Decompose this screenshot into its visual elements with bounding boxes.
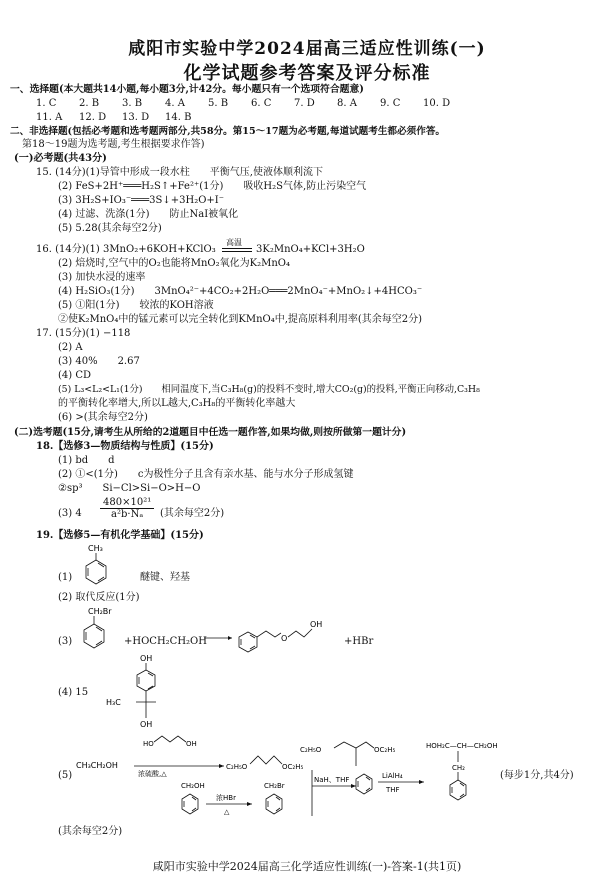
q19-answer-2: (2) 取代反应(1分): [58, 592, 140, 603]
q19-4-structure: [96, 652, 166, 730]
hbr-label: 浓HBr: [216, 794, 236, 802]
ethanol-label: CH₃CH₂OH: [76, 761, 118, 770]
answer: 1. C: [36, 98, 57, 109]
ether-product-structure: [202, 614, 342, 654]
oh-label: OH: [186, 740, 197, 748]
oc2h5-label: OC₂H₅: [282, 763, 304, 771]
q16-line: (5) ①阳(1分) 较浓的KOH溶液: [58, 300, 214, 311]
q16-line: (4) H₂SiO₃(1分) 3MnO₄²⁻+4CO₂+2H₂O═══2MnO₄⁻+MnO₂↓+4HCO₃⁻: [58, 286, 423, 297]
c2h5o-label: C₂H₅O: [300, 746, 322, 754]
oh-label: OH: [140, 720, 153, 729]
answer: 14. B: [165, 112, 192, 123]
q17-line: 的平衡转化率增大,所以L越大,C₃H₈的平衡转化率越大: [58, 398, 296, 409]
answer: 5. B: [208, 98, 229, 109]
closing-note: (其余每空2分): [58, 826, 123, 837]
h2so4-label: 浓硫酸,△: [138, 770, 167, 778]
q19-answer-1-label: (1): [58, 572, 73, 583]
oh-label: OH: [310, 620, 323, 629]
q17-line: (6) >(其余每空2分): [58, 412, 148, 423]
q15-line: (4) 过滤、洗涤(1分) 防止NaI被氧化: [58, 209, 239, 220]
q19-answer-5-label: (5): [58, 770, 73, 781]
equals-line: [222, 248, 252, 249]
required-heading: (一)必考题(共43分): [14, 153, 107, 164]
answer: 11. A: [36, 112, 63, 123]
part2-heading-2: 第18～19题为选考题,考生根据要求作答): [22, 139, 205, 150]
ether-o-label: O: [281, 634, 288, 643]
q16-line: 3K₂MnO₄+KCl+3H₂O: [256, 244, 365, 255]
c2h5o-label: C₂H₅O: [226, 763, 248, 771]
answer: 4. A: [165, 98, 185, 109]
h3c-label: H₃C: [106, 698, 121, 707]
diol-label: HOH₂C—CH—CH₂OH: [426, 742, 498, 750]
q18-line: (3) 4: [58, 508, 82, 519]
answer: 9. C: [380, 98, 401, 109]
answer: 6. C: [251, 98, 272, 109]
q17-line: (2) A: [58, 342, 83, 353]
ch2oh-label: CH₂OH: [181, 782, 205, 790]
q15-line: (5) 5.28(其余每空2分): [58, 223, 162, 234]
q18-line: ②sp³ Si−Cl>Si−O>H−O: [58, 483, 201, 494]
answer: 12. D: [79, 112, 107, 123]
answers-row-1: [36, 98, 466, 110]
thf-label: THF: [386, 786, 400, 794]
q16-line: (3) 加快水浸的速率: [58, 272, 146, 283]
answer: 7. D: [294, 98, 315, 109]
heat-label: △: [224, 808, 230, 816]
ch2br-label: CH₂Br: [264, 782, 285, 790]
q15-line: 15. (14分)(1)导管中形成一段水柱 平衡气压,使液体顺利流下: [36, 167, 323, 178]
q16-line: (2) 焙烧时,空气中的O₂也能将MnO₂氧化为K₂MnO₄: [58, 258, 290, 269]
ch2br-label: CH₂Br: [88, 607, 112, 616]
equals-line: [222, 251, 252, 252]
q15-line: (2) FeS+2H⁺═══H₂S↑+Fe²⁺(1分) 吸收H₂S气体,防止污染空气: [58, 181, 367, 192]
answer: 13. D: [122, 112, 150, 123]
q18-heading: 18.【选修3—物质结构与性质】(15分): [36, 441, 214, 452]
ethylene-glycol: +HOCH₂CH₂OH: [124, 636, 207, 647]
q17-line: (5) L₃<L₂<L₁(1分) 相同温度下,当C₃H₈(g)的投料不变时,增大CO₂(g)的投料,平衡正向移动,C₃H₈: [58, 384, 480, 395]
density-fraction: [100, 497, 154, 520]
hbr-byproduct: +HBr: [344, 636, 374, 647]
answer: 10. D: [423, 98, 451, 109]
q16-line: ②使K₂MnO₄中的锰元素可以完全转化到KMnO₄中,提高原料利用率(其余每空2分): [58, 314, 423, 325]
fraction-denominator: a²b·Nₐ: [111, 509, 144, 520]
benzyl-bromide-structure: [76, 604, 126, 656]
q19-answer-3-label: (3): [58, 636, 73, 647]
answer: 2. B: [79, 98, 100, 109]
oc2h5-label: OC₂H₅: [374, 746, 396, 754]
answers-row-2: [36, 112, 208, 124]
oh-label: OH: [140, 654, 153, 663]
reaction-condition: 高温: [226, 238, 242, 247]
q18-line: (1) bd d: [58, 455, 115, 466]
page-subtitle: 化学试题参考答案及评分标准: [183, 63, 431, 84]
q19-answer-4: (4) 15: [58, 687, 89, 698]
answer: 3. B: [122, 98, 143, 109]
q17-line: (3) 40% 2.67: [58, 356, 140, 367]
nah-label: NaH、THF: [314, 776, 350, 784]
page-footer: 咸阳市实验中学2024届高三化学适应性训练(一)-答案-1(共1页): [152, 860, 462, 873]
fraction-numerator: 480×10²¹: [100, 497, 154, 509]
functional-groups: 醚键、羟基: [140, 572, 190, 583]
answer: 8. A: [337, 98, 357, 109]
q19-heading: 19.【选修5—有机化学基础】(15分): [36, 530, 204, 541]
page-title: 咸阳市实验中学2024届高三适应性训练(一): [128, 39, 486, 59]
part2-heading-1: 二、非选择题(包括必考题和选考题两部分,共58分。第15～17题为必考题,每道试题考生都必须作答。: [10, 126, 446, 137]
q18-line: (2) ①<(1分) c为极性分子且含有亲水基、能与水分子形成氢键: [58, 469, 354, 480]
lialh4-label: LiAlH₄: [382, 772, 403, 780]
toluene-structure: [76, 540, 116, 590]
optional-heading: (二)选考题(15分,请考生从所给的2道题目中任选一题作答,如果均做,则按所做第一题计分): [14, 427, 407, 438]
step-score-note: (每步1分,共4分): [500, 770, 574, 781]
ch2-label: CH₂: [452, 764, 465, 772]
q15-line: (3) 3H₂S+IO₃⁻═══3S↓+3H₂O+I⁻: [58, 195, 225, 206]
q17-line: (4) CD: [58, 370, 92, 381]
q18-line: (其余每空2分): [160, 508, 225, 519]
part1-heading: 一、选择题(本大题共14小题,每小题3分,计42分。每小题只有一个选项符合题意): [10, 84, 364, 95]
ho-label: HO: [143, 740, 154, 748]
q17-line: 17. (15分)(1) −118: [36, 328, 131, 339]
q16-line: 16. (14分)(1) 3MnO₂+6KOH+KClO₃: [36, 244, 216, 255]
ch3-label: CH₃: [88, 544, 103, 553]
